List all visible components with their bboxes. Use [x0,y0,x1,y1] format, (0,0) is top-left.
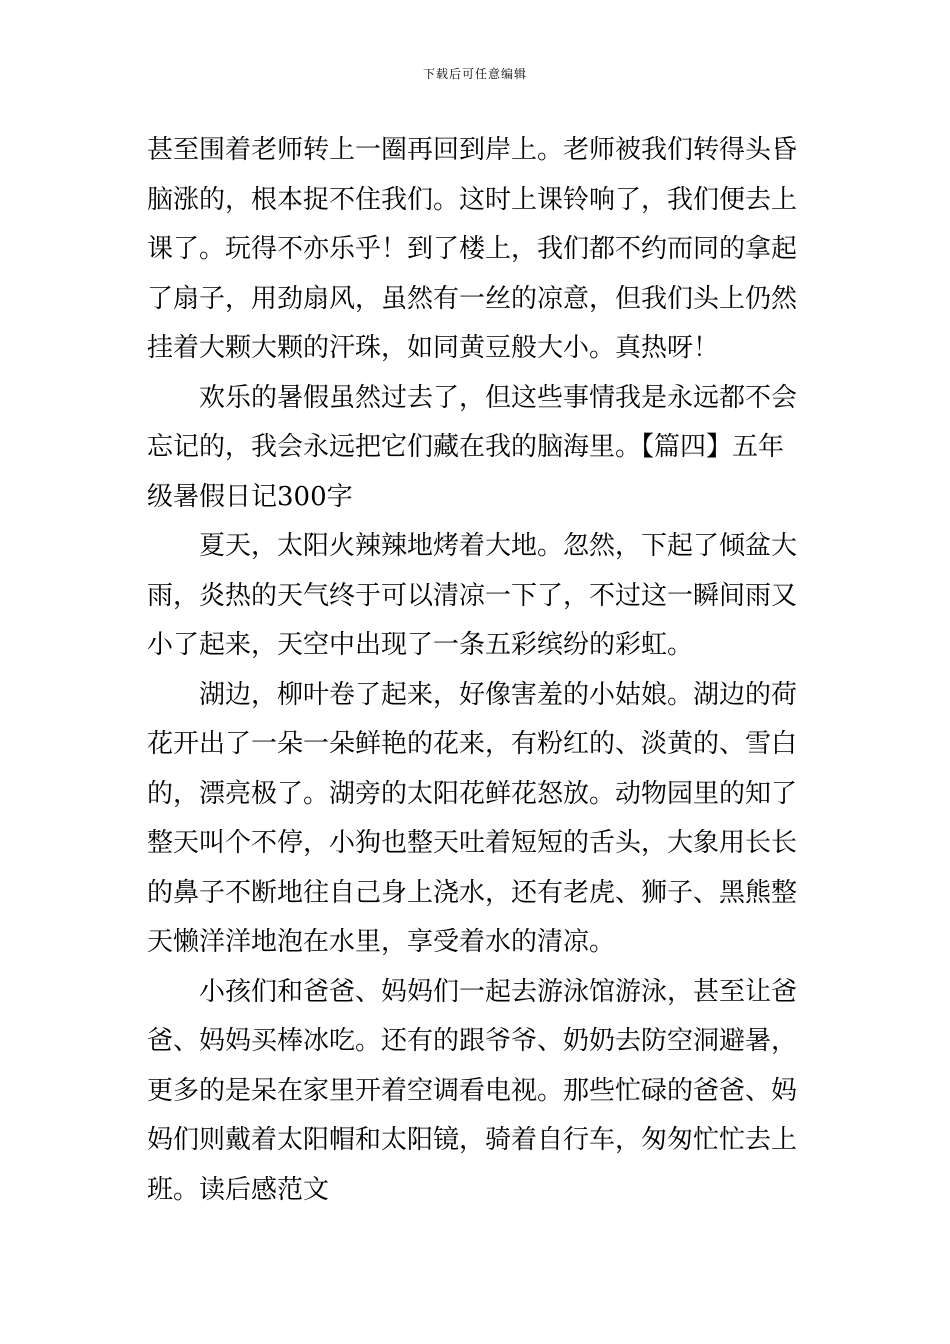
text-line: 天懒洋洋地泡在水里，享受着水的清凉。 [147,927,616,957]
document-body [147,126,807,1215]
text-line: 欢乐的暑假虽然过去了，但这些事情我是永远都不会 [199,382,798,413]
text-line: 小孩们和爸爸、妈妈们一起去游泳馆游泳，甚至让爸 [199,976,798,1007]
text-line: 挂着大颗大颗的汗珠，如同黄豆般大小。真热呀！ [147,333,720,363]
text-line: 更多的是呆在家里开着空调看电视。那些忙碌的爸爸、妈 [147,1075,798,1106]
text-line: 整天叫个不停，小狗也整天吐着短短的舌头，大象用长长 [147,828,798,858]
text-line: 脑涨的，根本捉不住我们。这时上课铃响了，我们便去上 [147,184,798,215]
text-line: 的鼻子不断地往自己身上浇水，还有老虎、狮子、黑熊整 [147,877,798,908]
text-line: 级暑假日记300字 [147,481,353,512]
text-line: 夏天，太阳火辣辣地烤着大地。忽然，下起了倾盆大 [199,531,798,561]
text-line: 小了起来，天空中出现了一条五彩缤纷的彩虹。 [147,630,694,660]
text-line: 妈们则戴着太阳帽和太阳镜，骑着自行车，匆匆忙忙去上 [147,1125,798,1155]
text-line: 课了。玩得不亦乐乎！到了楼上，我们都不约而同的拿起 [147,234,798,264]
text-line: 的，漂亮极了。湖旁的太阳花鲜花怒放。动物园里的知了 [147,778,798,809]
page-header: 下载后可任意编辑 [422,67,527,81]
text-line: 忘记的，我会永远把它们藏在我的脑海里。【篇四】五年 [147,432,785,462]
text-line: 甚至围着老师转上一圈再回到岸上。老师被我们转得头昏 [147,135,798,165]
text-line: 爸、妈妈买棒冰吃。还有的跟爷爷、奶奶去防空洞避暑， [147,1026,798,1056]
text-line: 花开出了一朵一朵鲜艳的花来，有粉红的、淡黄的、雪白 [147,729,798,759]
text-line: 雨，炎热的天气终于可以清凉一下了，不过这一瞬间雨又 [147,580,798,611]
text-line: 湖边，柳叶卷了起来，好像害羞的小姑娘。湖边的荷 [199,679,798,710]
text-line: 班。读后感范文 [147,1174,330,1205]
text-line: 了扇子，用劲扇风，虽然有一丝的凉意，但我们头上仍然 [147,283,798,314]
